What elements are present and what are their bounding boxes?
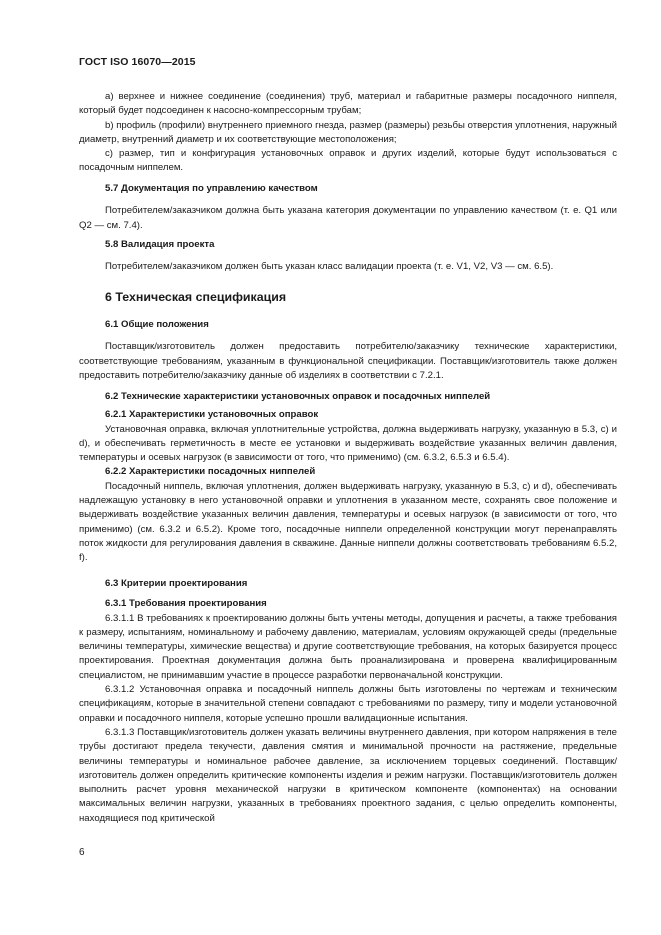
section-5-8-title: 5.8 Валидация проекта: [105, 239, 215, 250]
paragraph-6-3-1-2: 6.3.1.2 Установочная оправка и посадочный ниппель должны быть изготовлены по чертежам и техническим спецификациям, которые в значительной степени совпадают с требованиями по размеру, типу и модели установочной оправки и посадочного ниппеля, которые успешно прошли валидационные испытания.: [79, 684, 617, 724]
section-6-2-2-title: 6.2.2 Характеристики посадочных ниппелей: [105, 466, 316, 478]
list-block: [79, 90, 617, 176]
section-6-1-title: 6.1 Общие положения: [105, 319, 209, 330]
document-header: ГОСТ ISO 16070—2015: [79, 56, 196, 68]
section-6-2-title: 6.2 Технические характеристики установочных оправок и посадочных ниппелей: [105, 391, 491, 402]
section-6-3-1-title: 6.3.1 Требования проектирования: [105, 598, 267, 610]
section-6: [79, 290, 617, 304]
paragraph-6-3-1-1: 6.3.1.1 В требованиях к проектированию должны быть учтены методы, допущения и расчеты, а также требования к размеру, испытаниям, номинальному и рабочему давлению, материалам, условиям окружающей среды (предельные величины температуры, химические вещества) и другие соответствующие требования, на которых базируется процесс проектирования. Проектная документация должна быть проанализирована и проверена квалифицированным специалистом, не принимавшим участие в процессе разработки первоначальной конструкции.: [79, 612, 617, 681]
section-5-8-text: Потребителем/заказчиком должен быть указан класс валидации проекта (т. е. V1, V2, V3 — см. 6.5).: [105, 261, 554, 273]
paragraph-6-3-1-3: 6.3.1.3 Поставщик/изготовитель должен указать величины внутреннего давления, при котором напряжения в теле трубы достигают предела текучести, давления смятия и минимальной прочности на растяжение, предельные величины температуры и номинальное рабочее давление, за исключением торцевых соединений. Поставщик/изготовитель должен определить критические компоненты изделия и режим нагрузки. Поставщик/изготовитель должен выполнить расчет уровня механической нагрузки в критическом компоненте (компонентах) на основании максимальных величин нагрузки, указанных в требованиях проектного задания, с целью определить компоненты, находящиеся под критической: [79, 726, 617, 824]
page-number: 6: [79, 847, 85, 858]
section-6-3: [79, 577, 617, 826]
section-6-2-2-text: Посадочный ниппель, включая уплотнения, должен выдерживать нагрузку, указанную в 5.3, с) и d), обеспечивать надлежащую установку в него установочной оправки и уплотнения в указанном месте, сохранять свое положение и выдерживать воздействие указанных величин давления, температуры и осевых нагрузок (в зависимости от того, что применимо) (см. 6.3.2 и 6.5.2). Кроме того, посадочные ниппели определенной конструкции могут перенаправлять поток жидкости для регулирования давления в скважине. Данные ниппели должны соответствовать требованиям 6.5.2, f).: [79, 480, 617, 564]
section-6-2-1-title: 6.2.1 Характеристики установочных оправок: [105, 409, 319, 421]
section-6-2-1-text: Установочная оправка, включая уплотнительные устройства, должна выдерживать нагрузку, указанную в 5.3, с) и d), и обеспечивать герметичность в месте ее установки и выдерживать воздействие указанных величин давления, температуры и осевых нагрузок (в зависимости от того, что применимо) (см. 6.3.2, 6.5.3 и 6.5.4).: [79, 423, 617, 464]
section-5-7-title: 5.7 Документация по управлению качеством: [105, 183, 318, 194]
section-6-3-title: 6.3 Критерии проектирования: [105, 578, 248, 589]
list-item-c: с) размер, тип и конфигурация установочных оправок и других изделий, которые будут использоваться с посадочным ниппелем.: [79, 148, 617, 174]
section-6-1: [79, 318, 617, 383]
list-item-a: а) верхнее и нижнее соединение (соединения) труб, материал и габаритные размеры посадочного ниппеля, который будет подсоединен к насосно-компрессорным трубам;: [79, 91, 617, 117]
section-6-2: [79, 390, 617, 566]
section-6-1-text: Поставщик/изготовитель должен предоставить потребителю/заказчику технические характеристики, соответствующие требованиям, указанным в функциональной спецификации. Поставщик/изготовитель также должен предоставить потребителю/заказчику данные об изделиях в соответствии с 7.2.1.: [79, 341, 617, 381]
list-item-b: b) профиль (профили) внутреннего приемного гнезда, размер (размеры) резьбы отверстия уплотнения, наружный диаметр, внутренний диаметр и их соответствующие местоположения;: [79, 119, 617, 145]
section-6-title: 6 Техническая спецификация: [105, 290, 287, 304]
section-5-7-text: Потребителем/заказчиком должна быть указана категория документации по управлению качеством (т. е. Q1 или Q2 — см. 7.4).: [79, 205, 617, 231]
section-5-8: [79, 238, 617, 275]
section-5-7: [79, 182, 617, 233]
